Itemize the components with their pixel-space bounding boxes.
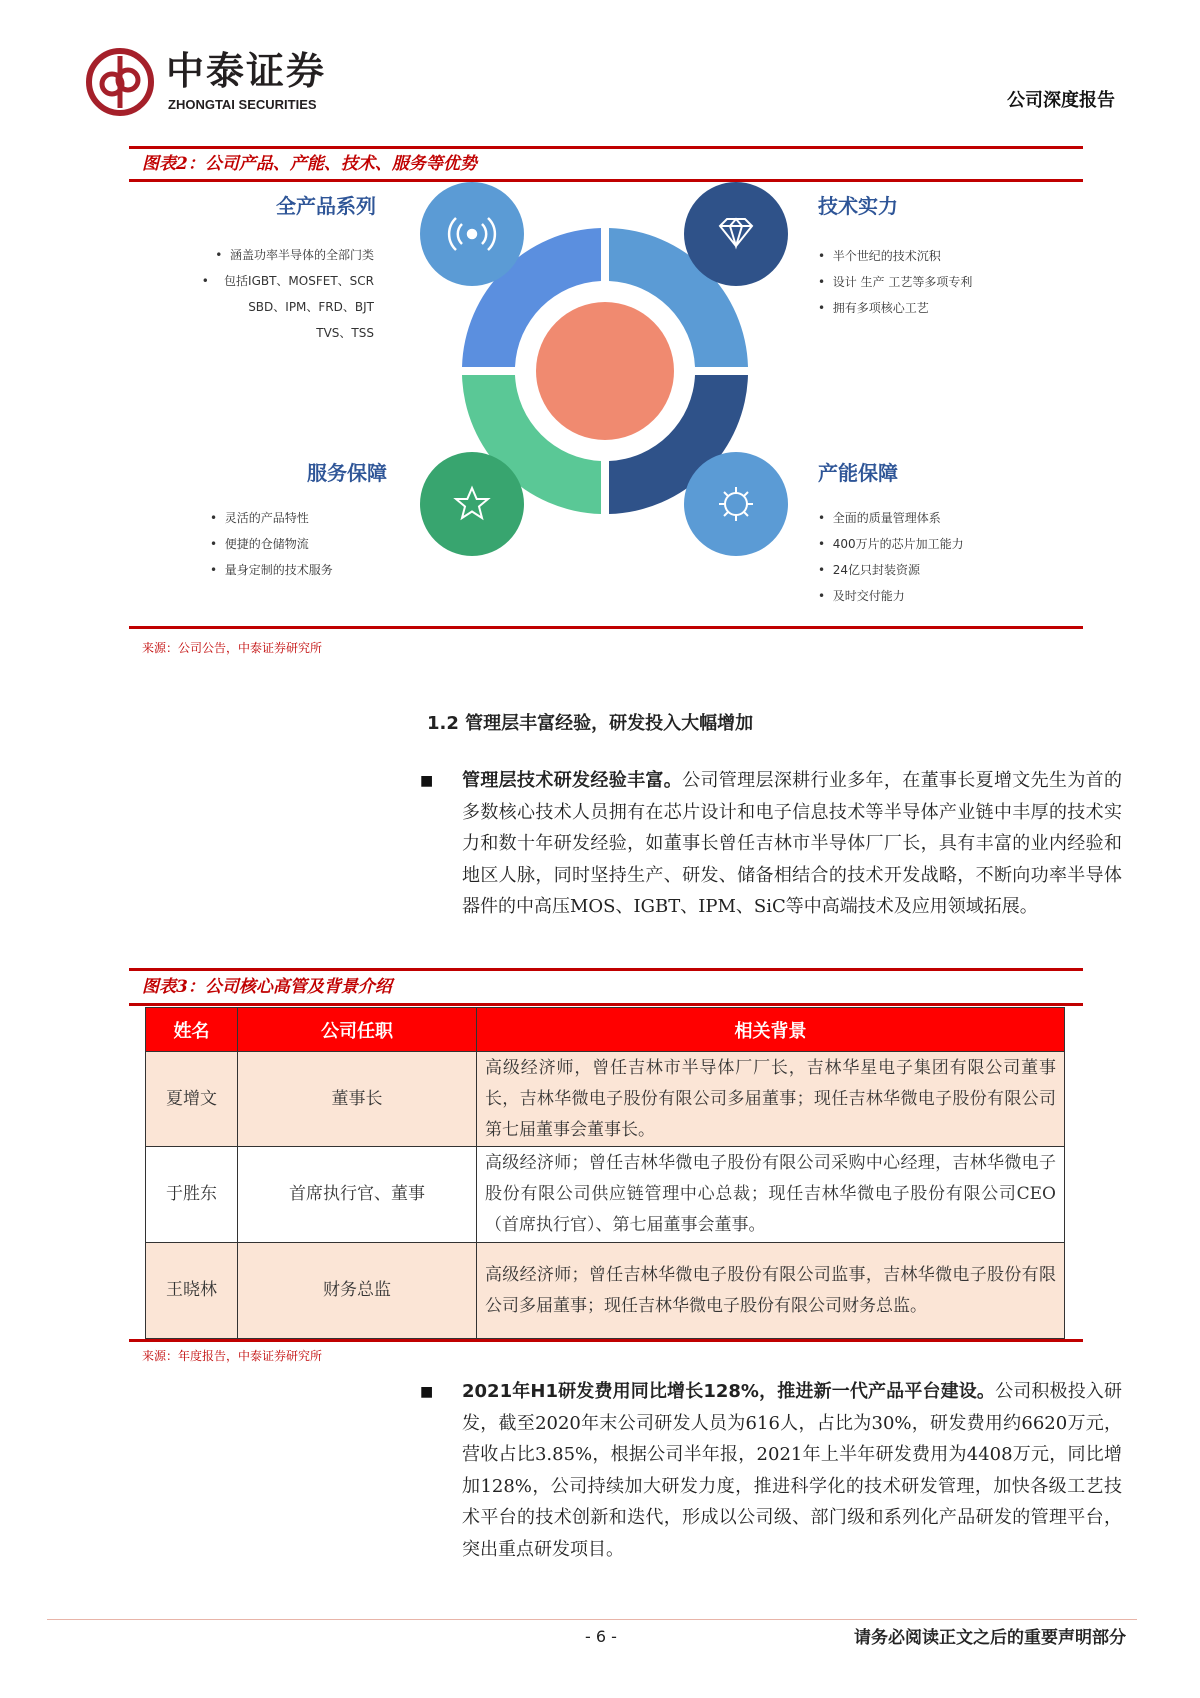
cell-role: 董事长 bbox=[238, 1052, 477, 1147]
bullet: • 及时交付能力 bbox=[818, 589, 905, 603]
bullet: • 半个世纪的技术沉积 bbox=[818, 249, 941, 263]
logo-name-cn: 中泰证券 bbox=[166, 49, 327, 93]
body-flow bbox=[0, 712, 1200, 1566]
paragraph-management-block bbox=[0, 765, 1200, 968]
bullet: • 400万片的芯片加工能力 bbox=[818, 537, 964, 551]
divider bbox=[129, 1003, 1083, 1006]
paragraph-rd-block bbox=[0, 1376, 1200, 1566]
quadrant-title-service: 服务保障 bbox=[307, 461, 387, 485]
disclaimer-notice: 请务必阅读正文之后的重要声明部分 bbox=[854, 1628, 1126, 1648]
column-header-role: 公司任职 bbox=[238, 1008, 477, 1052]
quadrant-title-capacity: 产能保障 bbox=[818, 461, 898, 485]
bullet: • 全面的质量管理体系 bbox=[818, 511, 941, 525]
bullet-continued: SBD、IPM、FRD、BJT bbox=[248, 300, 374, 314]
table-row bbox=[146, 1147, 1065, 1243]
quadrant-title-products: 全产品系列 bbox=[276, 194, 376, 218]
cell-background: 高级经济师；曾任吉林华微电子股份有限公司采购中心经理，吉林华微电子股份有限公司供应链管理中心总裁；现任吉林华微电子股份有限公司CEO（首席执行官）、第七届董事会董事。 bbox=[477, 1147, 1065, 1243]
table-header-row bbox=[146, 1008, 1065, 1052]
bullet-square-icon: ■ bbox=[420, 1384, 434, 1400]
circle-service bbox=[420, 452, 524, 556]
bullet: • 包括IGBT、MOSFET、SCR bbox=[201, 274, 374, 288]
circle-technology bbox=[684, 182, 788, 286]
zhongtai-logo-icon bbox=[86, 48, 154, 116]
table-row bbox=[146, 1052, 1065, 1147]
divider bbox=[129, 1339, 1083, 1342]
logo-name-en: ZHONGTAI SECURITIES bbox=[168, 97, 317, 112]
executives-table bbox=[145, 1007, 1065, 1339]
figure-2-title: 图表2：公司产品、产能、技术、服务等优势 bbox=[142, 154, 477, 174]
bullet: • 拥有多项核心工艺 bbox=[818, 301, 929, 315]
bullet-continued: TVS、TSS bbox=[316, 326, 374, 340]
figure-2-source: 来源：公司公告，中泰证券研究所 bbox=[142, 641, 323, 655]
paragraph-body: 公司管理层深耕行业多年，在董事长夏增文先生为首的多数核心技术人员拥有在芯片设计和电子信息技术等半导体产业链中丰厚的技术实力和数十年研发经验，如董事长曾任吉林市半导体厂厂长，具有丰富的业内经验和地区人脉，同时坚持生产、研发、储备相结合的技术开发战略，不断向功率半导体器件的中高压MOS、IGBT、IPM、SiC等中高端技术及应用领域拓展。 bbox=[462, 770, 1123, 918]
bullet: • 量身定制的技术服务 bbox=[210, 563, 333, 577]
figure-3-title: 图表3：公司核心高管及背景介绍 bbox=[142, 977, 392, 997]
circle-products bbox=[420, 182, 524, 286]
bullet-square-icon: ■ bbox=[420, 773, 434, 789]
divider bbox=[129, 626, 1083, 629]
cell-name: 王晓林 bbox=[146, 1243, 238, 1339]
cell-name: 于胜东 bbox=[146, 1147, 238, 1243]
cell-name: 夏增文 bbox=[146, 1052, 238, 1147]
document-type: 公司深度报告 bbox=[1007, 90, 1115, 111]
table-row bbox=[146, 1243, 1065, 1339]
cell-background: 高级经济师；曾任吉林华微电子股份有限公司监事，吉林华微电子股份有限公司多届董事；现任吉林华微电子股份有限公司财务总监。 bbox=[477, 1243, 1065, 1339]
column-header-name: 姓名 bbox=[146, 1008, 238, 1052]
page-number: - 6 - bbox=[585, 1627, 617, 1646]
circle-capacity bbox=[684, 452, 788, 556]
paragraph-lead: 管理层技术研发经验丰富。 bbox=[462, 770, 683, 791]
bullet: • 灵活的产品特性 bbox=[210, 511, 309, 525]
bullet: • 24亿只封装资源 bbox=[818, 563, 920, 577]
paragraph-management bbox=[462, 765, 1122, 923]
section-heading: 1.2 管理层丰富经验，研发投入大幅增加 bbox=[427, 713, 754, 734]
center-circle bbox=[536, 302, 674, 440]
divider bbox=[129, 146, 1083, 149]
cell-role: 首席执行官、董事 bbox=[238, 1147, 477, 1243]
footer-divider bbox=[47, 1619, 1137, 1620]
cell-background: 高级经济师，曾任吉林市半导体厂厂长，吉林华星电子集团有限公司董事长，吉林华微电子股份有限公司多届董事；现任吉林华微电子股份有限公司第七届董事会董事长。 bbox=[477, 1052, 1065, 1147]
bullet: • 涵盖功率半导体的全部门类 bbox=[215, 248, 374, 262]
advantages-diagram bbox=[400, 170, 810, 580]
cell-role: 财务总监 bbox=[238, 1243, 477, 1339]
bullet: • 设计 生产 工艺等多项专利 bbox=[818, 275, 973, 289]
paragraph-rd bbox=[462, 1376, 1122, 1566]
bullet: • 便捷的仓储物流 bbox=[210, 537, 309, 551]
figure-3-source: 来源：年度报告，中泰证券研究所 bbox=[142, 1349, 323, 1363]
column-header-background: 相关背景 bbox=[477, 1008, 1065, 1052]
paragraph-body: 公司积极投入研发，截至2020年末公司研发人员为616人，占比为30%，研发费用约6620万元，营收占比3.85%，根据公司半年报，2021年上半年研发费用为4408万元，同比增加128%，公司持续加大研发力度，推进科学化的技术研发管理，加快各级工艺技术平台的技术创新和迭代，形成以公司级、部门级和系列化产品研发的管理平台，突出重点研发项目。 bbox=[462, 1381, 1123, 1560]
paragraph-lead: 2021年H1研发费用同比增长128%，推进新一代产品平台建设。 bbox=[462, 1381, 996, 1402]
quadrant-title-technology: 技术实力 bbox=[818, 194, 898, 218]
